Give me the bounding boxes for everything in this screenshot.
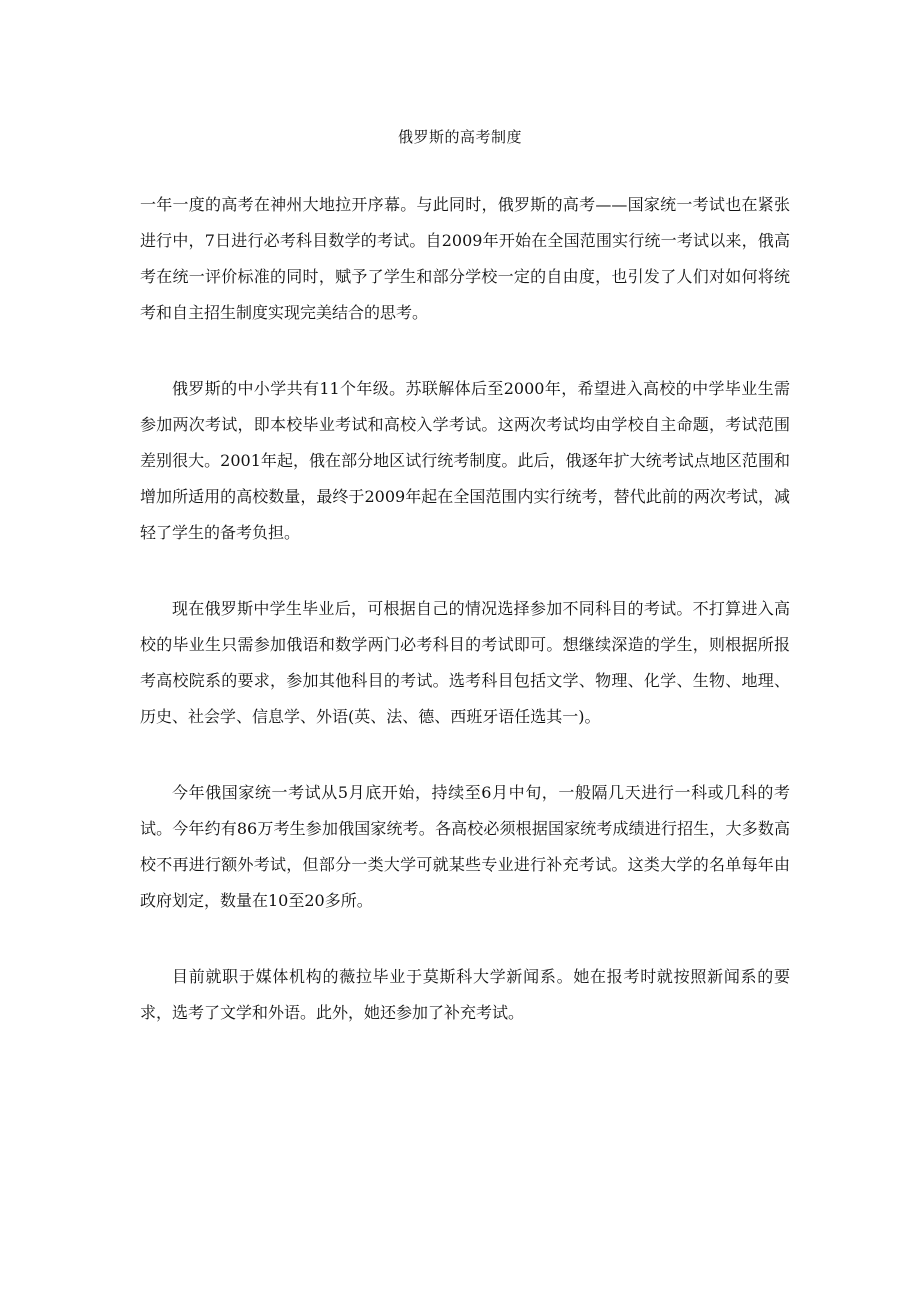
document-body	[140, 187, 790, 1071]
document-title: 俄罗斯的高考制度	[397, 128, 522, 146]
paragraph-history: 俄罗斯的中小学共有11个年级。苏联解体后至2000年，希望进入高校的中学毕业生需参加两次考试，即本校毕业考试和高校入学考试。这两次考试均由学校自主命题，考试范围差别很大。2001年起，俄在部分地区试行统考制度。此后，俄逐年扩大统考试点地区范围和增加所适用的高校数量，最终于2009年起在全国范围内实行统考，替代此前的两次考试，减轻了学生的备考负担。	[140, 379, 790, 542]
paragraph-subjects: 现在俄罗斯中学生毕业后，可根据自己的情况选择参加不同科目的考试。不打算进入高校的毕业生只需参加俄语和数学两门必考科目的考试即可。想继续深造的学生，则根据所报考高校院系的要求，参加其他科目的考试。选考科目包括文学、物理、化学、生物、地理、历史、社会学、信息学、外语(英、法、德、西班牙语任选其一)。	[140, 599, 790, 726]
paragraph-example: 目前就职于媒体机构的薇拉毕业于莫斯科大学新闻系。她在报考时就按照新闻系的要求，选考了文学和外语。此外，她还参加了补充考试。	[140, 967, 790, 1022]
paragraph-schedule: 今年俄国家统一考试从5月底开始，持续至6月中旬，一般隔几天进行一科或几科的考试。今年约有86万考生参加俄国家统考。各高校必须根据国家统考成绩进行招生，大多数高校不再进行额外考试，但部分一类大学可就某些专业进行补充考试。这类大学的名单每年由政府划定，数量在10至20多所。	[140, 783, 790, 910]
paragraph-intro: 一年一度的高考在神州大地拉开序幕。与此同时，俄罗斯的高考——国家统一考试也在紧张进行中，7日进行必考科目数学的考试。自2009年开始在全国范围实行统一考试以来，俄高考在统一评价标准的同时，赋予了学生和部分学校一定的自由度，也引发了人们对如何将统考和自主招生制度实现完美结合的思考。	[140, 195, 790, 322]
